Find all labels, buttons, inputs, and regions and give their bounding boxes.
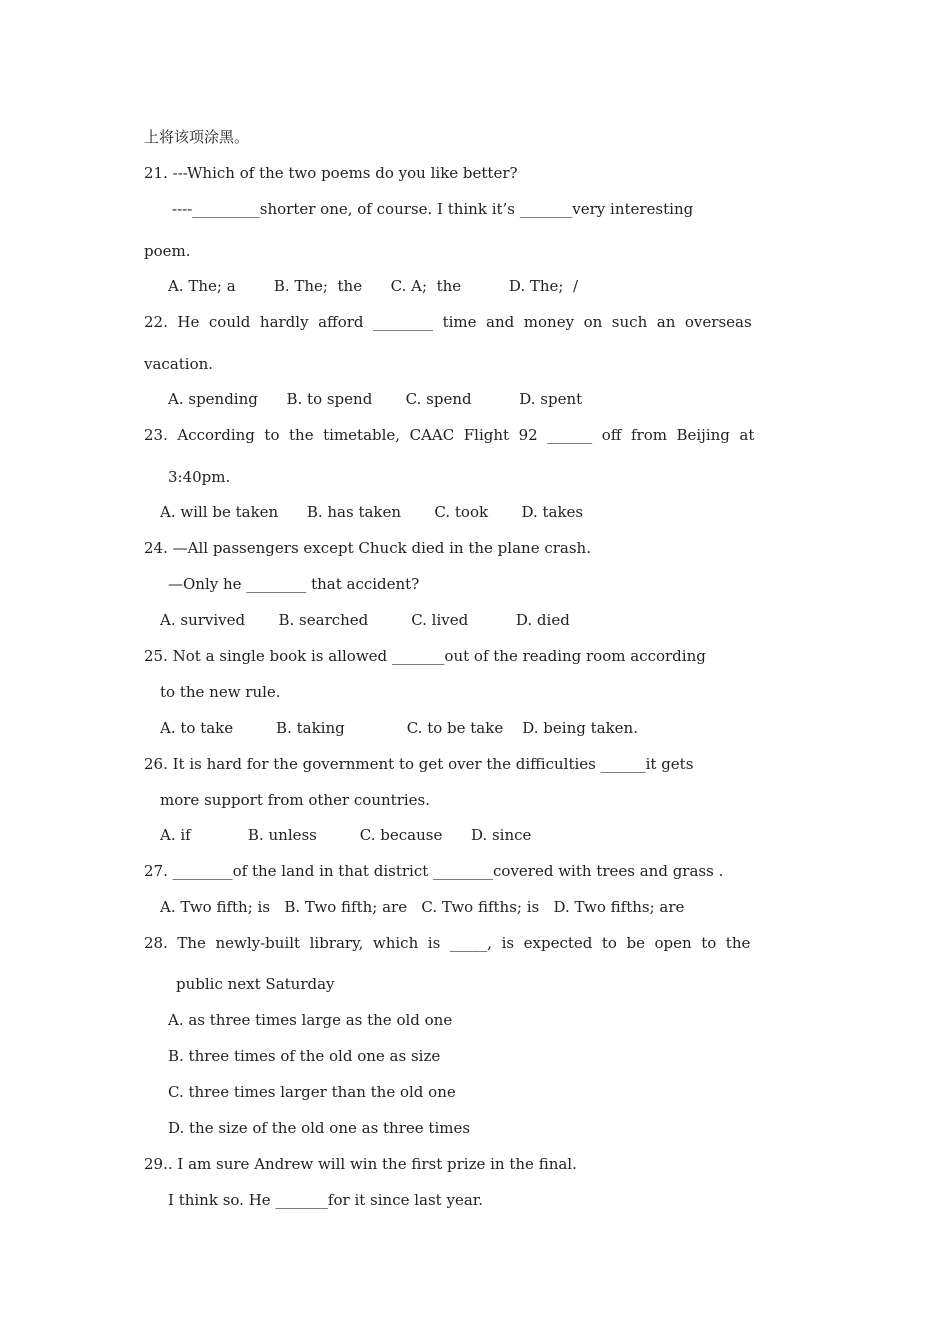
options-27: A. Two fifth; is B. Two fifth; are C. Two fifths; is D. Two fifths; are — [160, 898, 685, 916]
question-25: 25. Not a single book is allowed _______out of the reading room according — [144, 647, 706, 665]
text-line: 上将该项涂黑。 — [144, 128, 250, 146]
text-line: to the new rule. — [160, 683, 281, 701]
question-23: 23. According to the timetable, CAAC Flight 92 ______ off from Beijing at — [144, 426, 755, 444]
option-28-d: D. the size of the old one as three times — [168, 1119, 471, 1137]
options-21: A. The; a B. The; the C. A; the D. The; / — [168, 277, 579, 295]
options-25: A. to take B. taking C. to be take D. being taken. — [160, 719, 638, 737]
option-28-b: B. three times of the old one as size — [168, 1047, 441, 1065]
question-27: 27. ________of the land in that district ________covered with trees and grass . — [144, 862, 724, 880]
text-line: 3:40pm. — [168, 468, 231, 486]
options-23: A. will be taken B. has taken C. took D. takes — [160, 503, 584, 521]
question-22: 22. He could hardly afford ________ time and money on such an overseas — [144, 313, 752, 331]
text-line: ----_________shorter one, of course. I think it’s _______very interesting — [172, 200, 694, 218]
text-line: I think so. He _______for it since last year. — [168, 1191, 484, 1209]
text-line: poem. — [144, 242, 191, 260]
text-line: public next Saturday — [176, 975, 335, 993]
question-29: 29.. I am sure Andrew will win the first prize in the final. — [144, 1155, 577, 1173]
option-28-a: A. as three times large as the old one — [168, 1011, 453, 1029]
question-28: 28. The newly-built library, which is _____, is expected to be open to the — [144, 934, 751, 952]
options-24: A. survived B. searched C. lived D. died — [160, 611, 570, 629]
text-line: vacation. — [144, 355, 214, 373]
option-28-c: C. three times larger than the old one — [168, 1083, 456, 1101]
text-line: more support from other countries. — [160, 791, 430, 809]
options-26: A. if B. unless C. because D. since — [160, 826, 532, 844]
question-26: 26. It is hard for the government to get over the difficulties ______it gets — [144, 755, 694, 773]
question-21: 21. ---Which of the two poems do you like better? — [144, 164, 518, 182]
options-22: A. spending B. to spend C. spend D. spent — [168, 390, 583, 408]
question-24: 24. —All passengers except Chuck died in the plane crash. — [144, 539, 591, 557]
text-line: —Only he ________ that accident? — [168, 575, 420, 593]
